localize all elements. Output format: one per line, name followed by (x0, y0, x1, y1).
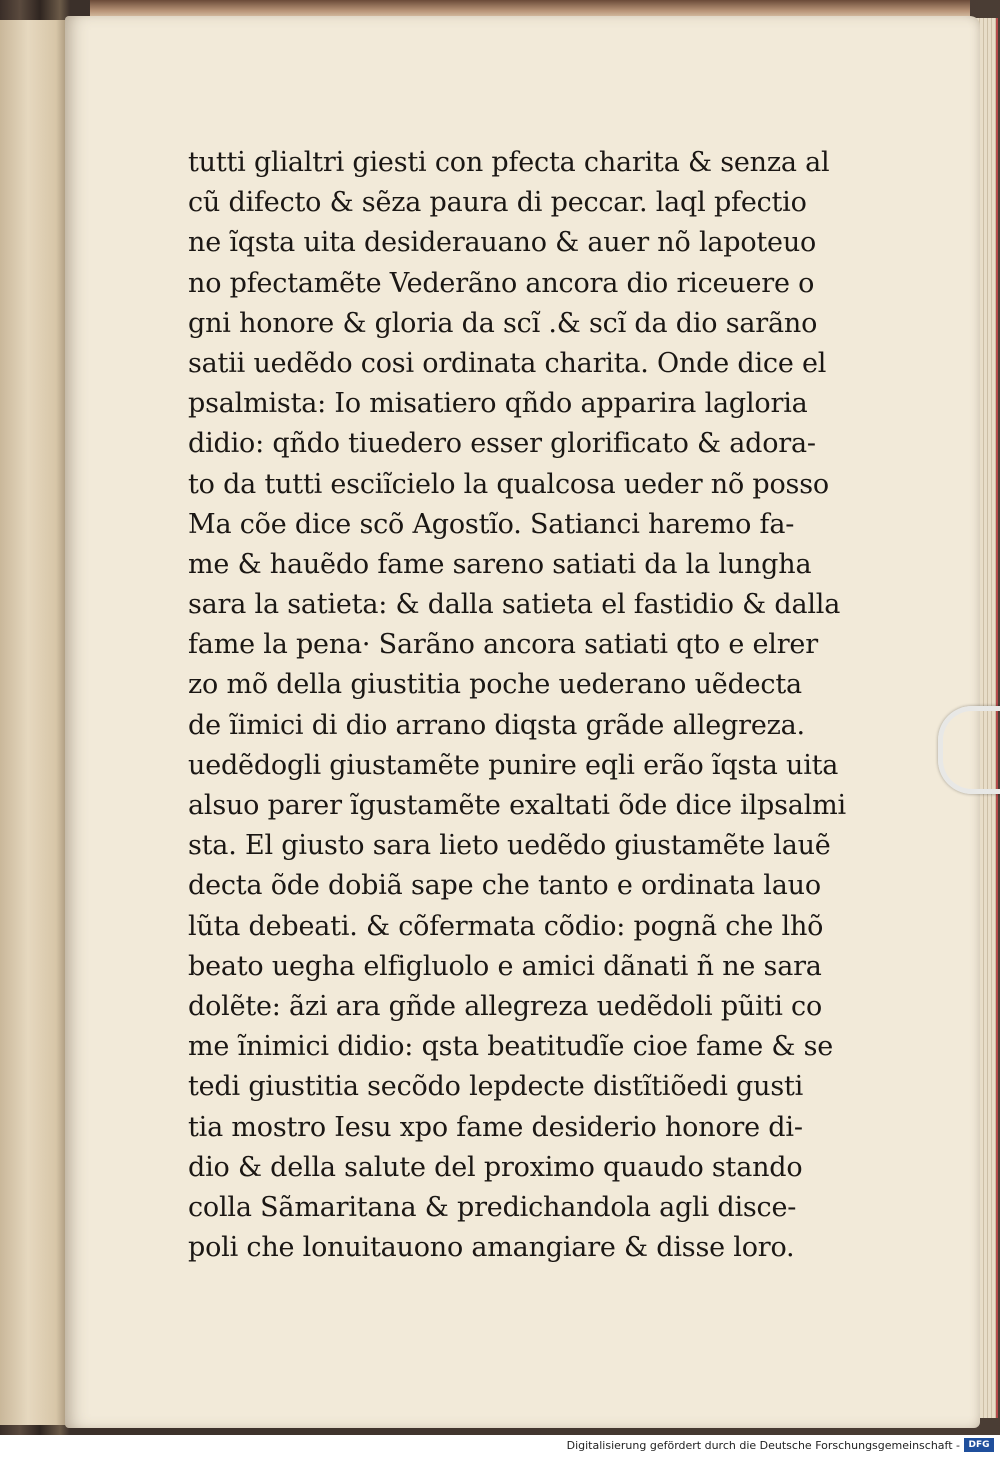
left-page-edge (0, 20, 70, 1425)
text-line: ne ĩqsta uita desiderauano & auer nõ lapoteuo (188, 227, 817, 259)
dfg-logo: DFG (964, 1438, 994, 1452)
text-line: zo mõ della giustitia poche uederano uẽdecta (188, 669, 802, 701)
text-line: gni honore & gloria da scĩ .& scĩ da dio sarãno (188, 307, 818, 339)
text-line: dolẽte: ãzi ara gñde allegreza uedẽdoli pũiti co (188, 990, 822, 1022)
text-line: cũ difecto & sẽza paura di peccar. laql pfectio (188, 187, 807, 219)
text-line: no pfectamẽte Vederãno ancora dio riceuere o (188, 267, 815, 299)
text-line: dio & della salute del proximo quaudo stando (188, 1151, 803, 1183)
text-line: colla Sãmaritana & predichandola agli disce- (188, 1191, 797, 1223)
text-line: alsuo parer ĩgustamẽte exaltati õde dice ilpsalmi (188, 790, 846, 821)
text-line: me ĩnimici didio: qsta beatitudĩe cioe fame & se (188, 1031, 834, 1063)
paper-clip-icon (938, 706, 1000, 794)
text-line: me & hauẽdo fame sareno satiati da la lungha (188, 548, 812, 580)
text-line: tedi giustitia secõdo lepdecte distĩtiõedi gusti (188, 1071, 804, 1103)
text-line: tutti glialtri giesti con pfecta charita & senza al (188, 147, 830, 178)
text-line: Ma cõe dice scõ Agostĩo. Satianci haremo fa- (188, 508, 795, 540)
text-line: didio: qñdo tiuedero esser glorificato & adora- (188, 428, 816, 460)
text-line: tia mostro Iesu xpo fame desiderio honore di- (188, 1111, 803, 1143)
text-line: sara la satieta: & dalla satieta el fastidio & dalla (188, 589, 841, 621)
text-line: fame la pena· Sarãno ancora satiati qto e elrer (188, 629, 818, 661)
text-line: uedẽdogli giustamẽte punire eqli erão ĩqsta uita (188, 749, 839, 781)
text-line: de ĩimici di dio arrano diqsta grãde allegreza. (188, 709, 805, 741)
footer-credit: Digitalisierung gefördert durch die Deutsche Forschungsgemeinschaft - (566, 1439, 960, 1452)
text-line: satii uedẽdo cosi ordinata charita. Onde dice el (188, 347, 827, 379)
text-line: poli che lonuitauono amangiare & disse loro. (188, 1232, 795, 1264)
text-line: sta. El giusto sara lieto uedẽdo giustamẽte lauẽ (188, 830, 831, 862)
page-text (188, 143, 846, 1268)
text-line: beato uegha elfigluolo e amici dãnati ñ ne sara (188, 950, 822, 982)
text-line: decta õde dobiã sape che tanto e ordinata lauo (188, 870, 821, 902)
text-line: lũta debeati. & cõfermata cõdio: pognã che lhõ (188, 910, 824, 942)
text-line: to da tutti esciĩcielo la qualcosa ueder nõ posso (188, 468, 829, 500)
text-line: psalmista: Io misatiero qñdo apparira lagloria (188, 388, 808, 420)
